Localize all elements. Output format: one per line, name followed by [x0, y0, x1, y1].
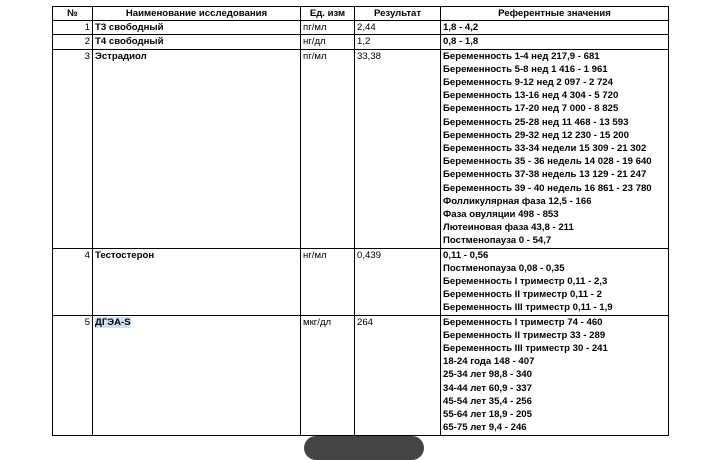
reference-line: Беременность III триместр 0,11 - 1,9	[443, 302, 613, 314]
reference-line: Беременность 37-38 недель 13 129 - 21 247	[443, 169, 647, 181]
test-unit: нг/дл	[301, 35, 355, 49]
test-name	[93, 315, 301, 435]
row-number: 2	[53, 35, 93, 49]
reference-line: Постменопауза 0 - 54,7	[443, 235, 552, 247]
test-name-text: Т3 свободный	[95, 22, 164, 34]
reference-line: 0,8 - 1,8	[443, 36, 479, 48]
lab-results-table	[52, 6, 669, 436]
test-result: 0,439	[355, 248, 441, 315]
reference-line: Лютеиновая фаза 43,8 - 211	[443, 222, 574, 234]
reference-line: Беременность 39 - 40 недель 16 861 - 23 780	[443, 182, 652, 194]
test-result: 33,38	[355, 49, 441, 248]
reference-line: Беременность 13-16 нед 4 304 - 5 720	[443, 90, 619, 102]
table-row	[53, 35, 669, 49]
test-unit: пг/мл	[301, 49, 355, 248]
row-number: 4	[53, 248, 93, 315]
test-unit: нг/мл	[301, 248, 355, 315]
test-name	[93, 248, 301, 315]
table-row	[53, 21, 669, 35]
table-row	[53, 315, 669, 435]
column-header-name: Наименование исследования	[93, 7, 301, 21]
test-name-text: Тестостерон	[95, 249, 155, 261]
reference-line: 65-75 лет 9,4 - 246	[443, 422, 527, 434]
test-name-text: ДГЭА-S	[95, 316, 131, 328]
reference-line: 55-64 лет 18,9 - 205	[443, 409, 532, 421]
reference-line: 25-34 лет 98,8 - 340	[443, 369, 532, 381]
test-result: 2,44	[355, 21, 441, 35]
column-header-ref: Референтные значения	[441, 7, 669, 21]
reference-line: Беременность 35 - 36 недель 14 028 - 19 640	[443, 156, 652, 168]
reference-line: 0,11 - 0,56	[443, 249, 489, 261]
row-number: 5	[53, 315, 93, 435]
table-row	[53, 49, 669, 248]
reference-line: 45-54 лет 35,4 - 256	[443, 395, 532, 407]
reference-line: 1,8 - 4,2	[443, 22, 479, 34]
reference-line: Фаза овуляции 498 - 853	[443, 209, 559, 221]
reference-values	[441, 21, 669, 35]
column-header-num: №	[53, 7, 93, 21]
home-indicator[interactable]	[304, 436, 424, 460]
test-result: 1,2	[355, 35, 441, 49]
reference-line: Беременность 33-34 недели 15 309 - 21 302	[443, 143, 647, 155]
test-name-text: Т4 свободный	[95, 36, 164, 48]
column-header-unit: Ед. изм	[301, 7, 355, 21]
reference-values	[441, 315, 669, 435]
test-name	[93, 21, 301, 35]
reference-line: Беременность 29-32 нед 12 230 - 15 200	[443, 129, 629, 141]
reference-values	[441, 49, 669, 248]
reference-line: Беременность III триместр 30 - 241	[443, 343, 608, 355]
reference-line: Беременность 1-4 нед 217,9 - 681	[443, 50, 600, 62]
reference-line: Беременность II триместр 33 - 289	[443, 329, 606, 341]
test-result: 264	[355, 315, 441, 435]
reference-line: Беременность I триместр 0,11 - 2,3	[443, 276, 608, 288]
row-number: 1	[53, 21, 93, 35]
table-header-row	[53, 7, 669, 21]
table-body	[53, 21, 669, 435]
test-name	[93, 35, 301, 49]
column-header-result: Результат	[355, 7, 441, 21]
reference-line: Беременность 17-20 нед 7 000 - 8 825	[443, 103, 619, 115]
test-name-text: Эстрадиол	[95, 50, 147, 62]
reference-line: Постменопауза 0,08 - 0,35	[443, 262, 565, 274]
table-row	[53, 248, 669, 315]
reference-line: Беременность I триместр 74 - 460	[443, 316, 603, 328]
reference-line: Беременность II триместр 0,11 - 2	[443, 289, 602, 301]
reference-values	[441, 248, 669, 315]
reference-line: Беременность 25-28 нед 11 468 - 13 593	[443, 116, 629, 128]
reference-line: 34-44 лет 60,9 - 337	[443, 382, 532, 394]
reference-line: 18-24 года 148 - 407	[443, 356, 535, 368]
reference-values	[441, 35, 669, 49]
reference-line: Фолликулярная фаза 12,5 - 166	[443, 195, 592, 207]
test-unit: пг/мл	[301, 21, 355, 35]
test-unit: мкг/дл	[301, 315, 355, 435]
reference-line: Беременность 5-8 нед 1 416 - 1 961	[443, 63, 608, 75]
row-number: 3	[53, 49, 93, 248]
reference-line: Беременность 9-12 нед 2 097 - 2 724	[443, 77, 613, 89]
test-name	[93, 49, 301, 248]
